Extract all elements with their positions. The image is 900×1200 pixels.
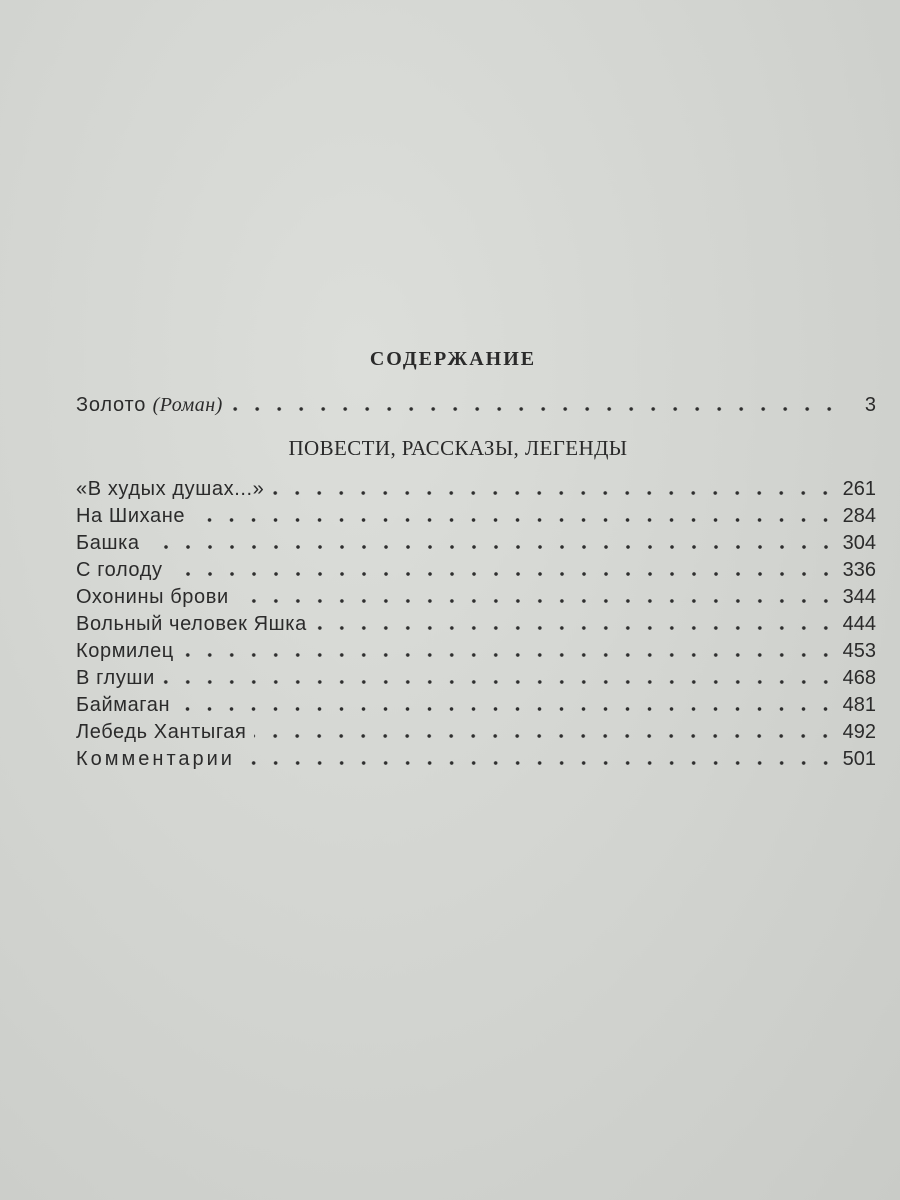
toc-entry-title: Кормилец <box>76 640 174 662</box>
dot-leader <box>237 597 837 605</box>
toc-entry-title: Лебедь Хантыгая <box>76 721 247 743</box>
toc-entry-title: «В худых душах...» <box>76 478 265 500</box>
toc-entry-page: 304 <box>842 532 876 554</box>
toc-entry-title: Золото (Роман) <box>76 394 223 416</box>
toc-entry <box>76 661 876 689</box>
dot-leader <box>171 570 837 578</box>
toc-entry-page: 468 <box>842 667 876 689</box>
toc-entry <box>76 607 876 635</box>
toc-entry <box>76 499 876 527</box>
toc-entry <box>76 526 876 554</box>
dot-leader <box>148 543 837 551</box>
toc-entry-title: В глуши <box>76 667 155 689</box>
dot-leader <box>272 489 836 497</box>
toc-entry-page: 481 <box>842 694 876 716</box>
toc-entry-title: Баймаган <box>76 694 171 716</box>
toc-entry-title: На Шихане <box>76 505 186 527</box>
toc-entry-zoloto <box>76 388 876 416</box>
toc-entry <box>76 715 876 743</box>
toc-entry-title: Охонины брови <box>76 586 229 608</box>
toc-entry <box>76 553 876 581</box>
toc-entry-page: 453 <box>842 640 876 662</box>
toc-entry <box>76 472 876 500</box>
dot-leader <box>163 678 837 686</box>
toc-entry-page: 284 <box>842 505 876 527</box>
toc-entry-page: 344 <box>842 586 876 608</box>
toc-entry-title: Комментарии <box>76 748 235 770</box>
toc-entry-page: 444 <box>842 613 876 635</box>
toc-entry-title: С голоду <box>76 559 163 581</box>
toc-entry-title: Башка <box>76 532 140 554</box>
toc-entry <box>76 742 876 770</box>
dot-leader <box>243 759 837 767</box>
toc-entry-page: 492 <box>842 721 876 743</box>
toc-entry-page: 336 <box>842 559 876 581</box>
dot-leader <box>254 732 836 740</box>
toc-entry-page: 501 <box>842 748 876 770</box>
dot-leader <box>193 516 837 524</box>
section-title: ПОВЕСТИ, РАССКАЗЫ, ЛЕГЕНДЫ <box>288 436 628 460</box>
toc-entry <box>76 634 876 662</box>
dot-leader <box>231 405 840 413</box>
dot-leader <box>178 705 837 713</box>
toc-entry <box>76 580 876 608</box>
toc-entry <box>76 688 876 716</box>
toc-entry-page: 261 <box>842 478 876 500</box>
dot-leader <box>315 624 837 632</box>
toc-entry-page: 3 <box>864 394 876 416</box>
dot-leader <box>182 651 837 659</box>
toc-entry-title: Вольный человек Яшка <box>76 613 307 635</box>
contents-heading: СОДЕРЖАНИЕ <box>369 348 537 370</box>
